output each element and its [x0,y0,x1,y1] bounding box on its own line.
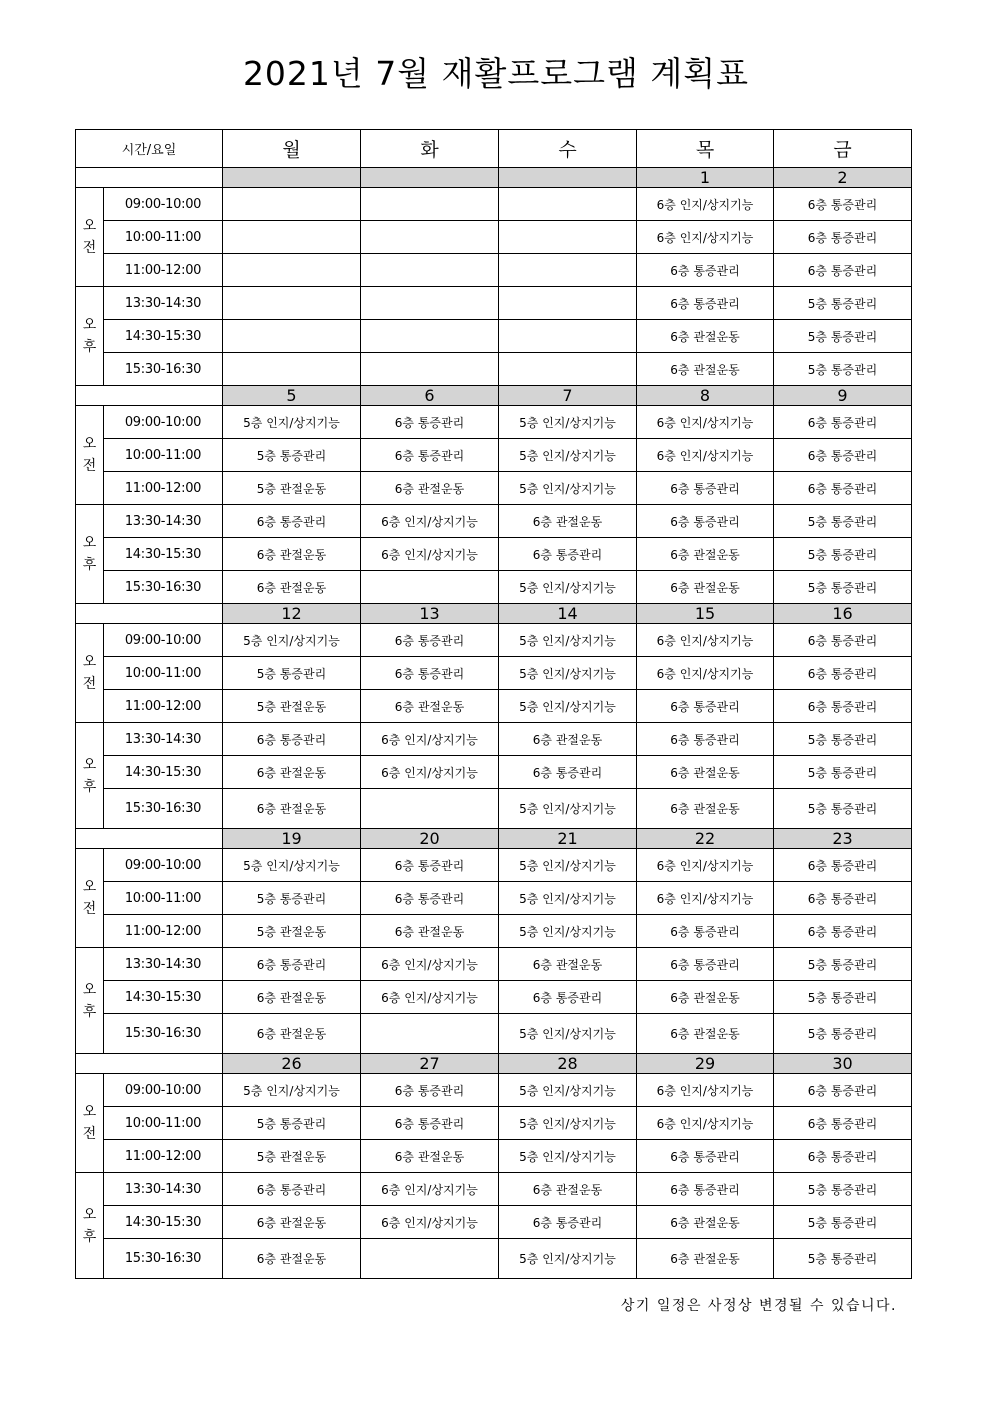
date-cell: 7 [499,386,637,406]
date-row-spacer [76,386,223,406]
program-cell: 5층 통증관리 [774,948,912,981]
program-cell: 6층 통증관리 [499,981,637,1014]
program-cell: 5층 인지/상지기능 [223,849,361,882]
date-row-spacer [76,1054,223,1074]
date-cell: 9 [774,386,912,406]
table-row [76,723,912,756]
date-cell: 19 [223,829,361,849]
program-cell: 6층 통증관리 [774,221,912,254]
program-cell: 6층 인지/상지기능 [361,505,499,538]
program-cell: 6층 통증관리 [223,723,361,756]
program-cell: 6층 인지/상지기능 [637,849,774,882]
program-cell: 5층 관절운동 [223,472,361,505]
program-cell: 5층 통증관리 [774,353,912,386]
date-cell: 8 [637,386,774,406]
period-char: 오 [82,879,97,895]
program-cell: 5층 인지/상지기능 [223,406,361,439]
program-cell: 6층 인지/상지기능 [361,1173,499,1206]
time-slot: 11:00-12:00 [104,1140,223,1173]
time-slot: 09:00-10:00 [104,849,223,882]
header-day: 금 [774,130,912,168]
program-cell: 5층 인지/상지기능 [499,882,637,915]
date-cell: 12 [223,604,361,624]
time-slot: 15:30-16:30 [104,789,223,829]
program-cell: 6층 통증관리 [361,624,499,657]
program-cell: 6층 통증관리 [774,657,912,690]
program-cell: 6층 인지/상지기능 [637,624,774,657]
header-day: 목 [637,130,774,168]
time-slot: 11:00-12:00 [104,690,223,723]
date-cell: 26 [223,1054,361,1074]
table-row [76,756,912,789]
time-slot: 11:00-12:00 [104,915,223,948]
program-cell [223,221,361,254]
schedule-body [76,130,912,1279]
date-cell [223,168,361,188]
program-cell: 6층 인지/상지기능 [637,882,774,915]
program-cell [223,287,361,320]
program-cell: 6층 인지/상지기능 [361,1206,499,1239]
date-row [76,829,912,849]
time-slot: 09:00-10:00 [104,1074,223,1107]
period-label-pm [76,505,104,604]
schedule-table [75,129,912,1279]
period-char: 전 [82,1126,97,1142]
period-label-am [76,406,104,505]
program-cell: 6층 관절운동 [499,948,637,981]
program-cell: 5층 통증관리 [774,756,912,789]
program-cell: 6층 관절운동 [361,1140,499,1173]
date-cell [361,168,499,188]
program-cell: 5층 관절운동 [223,690,361,723]
period-label-pm [76,287,104,386]
table-row [76,1140,912,1173]
date-cell: 28 [499,1054,637,1074]
period-char: 후 [82,339,97,355]
table-row [76,439,912,472]
date-cell: 6 [361,386,499,406]
program-cell: 5층 통증관리 [774,981,912,1014]
date-cell: 1 [637,168,774,188]
date-row [76,604,912,624]
program-cell: 5층 통증관리 [774,1239,912,1279]
program-cell: 6층 통증관리 [637,1173,774,1206]
period-label-am [76,1074,104,1173]
program-cell [361,1014,499,1054]
date-cell: 14 [499,604,637,624]
program-cell: 5층 인지/상지기능 [499,657,637,690]
program-cell: 6층 통증관리 [774,188,912,221]
period-label-pm [76,723,104,829]
period-label-am [76,624,104,723]
program-cell: 6층 인지/상지기능 [637,406,774,439]
program-cell: 6층 인지/상지기능 [637,1107,774,1140]
time-slot: 14:30-15:30 [104,981,223,1014]
date-cell: 15 [637,604,774,624]
program-cell: 6층 통증관리 [774,1107,912,1140]
program-cell: 6층 통증관리 [774,1140,912,1173]
program-cell: 6층 통증관리 [223,505,361,538]
time-slot: 13:30-14:30 [104,1173,223,1206]
table-row [76,849,912,882]
time-slot: 13:30-14:30 [104,948,223,981]
program-cell: 6층 관절운동 [361,690,499,723]
program-cell: 6층 통증관리 [774,406,912,439]
program-cell: 5층 통증관리 [774,505,912,538]
program-cell [499,320,637,353]
period-char: 후 [82,1003,97,1020]
program-cell [361,353,499,386]
program-cell: 6층 관절운동 [637,981,774,1014]
program-cell [361,287,499,320]
program-cell: 5층 인지/상지기능 [499,1140,637,1173]
program-cell: 6층 통증관리 [637,948,774,981]
time-slot: 11:00-12:00 [104,472,223,505]
time-slot: 14:30-15:30 [104,756,223,789]
time-slot: 09:00-10:00 [104,406,223,439]
program-cell [361,320,499,353]
date-cell: 5 [223,386,361,406]
program-cell: 6층 관절운동 [223,571,361,604]
period-char: 오 [82,436,97,452]
program-cell: 5층 인지/상지기능 [499,789,637,829]
program-cell: 6층 통증관리 [223,948,361,981]
table-row [76,287,912,320]
program-cell [499,254,637,287]
date-row-spacer [76,604,223,624]
program-cell: 6층 통증관리 [361,1107,499,1140]
program-cell: 5층 인지/상지기능 [499,571,637,604]
period-char: 전 [82,458,97,474]
header-day: 화 [361,130,499,168]
program-cell: 6층 통증관리 [774,439,912,472]
program-cell: 5층 통증관리 [774,287,912,320]
program-cell: 6층 인지/상지기능 [637,1074,774,1107]
period-char: 후 [82,557,97,573]
time-slot: 14:30-15:30 [104,538,223,571]
program-cell: 6층 인지/상지기능 [637,657,774,690]
table-row [76,505,912,538]
program-cell [223,188,361,221]
header-corner: 시간/요일 [76,130,223,168]
program-cell: 5층 통증관리 [223,1107,361,1140]
program-cell: 5층 통증관리 [774,789,912,829]
program-cell [499,353,637,386]
program-cell [223,320,361,353]
program-cell: 6층 관절운동 [223,538,361,571]
date-row [76,1054,912,1074]
time-slot: 14:30-15:30 [104,320,223,353]
program-cell: 6층 통증관리 [223,1173,361,1206]
time-slot: 13:30-14:30 [104,287,223,320]
program-cell: 5층 인지/상지기능 [499,439,637,472]
program-cell: 5층 인지/상지기능 [499,1107,637,1140]
table-row [76,472,912,505]
program-cell: 6층 통증관리 [499,1206,637,1239]
program-cell: 6층 인지/상지기능 [361,756,499,789]
program-cell: 6층 관절운동 [637,1239,774,1279]
program-cell: 6층 통증관리 [361,882,499,915]
program-cell: 6층 통증관리 [774,690,912,723]
program-cell: 6층 관절운동 [637,571,774,604]
program-cell: 6층 관절운동 [637,353,774,386]
program-cell: 5층 인지/상지기능 [499,406,637,439]
table-row [76,320,912,353]
period-char: 전 [82,676,97,692]
table-row [76,1239,912,1279]
program-cell: 6층 관절운동 [223,1014,361,1054]
program-cell: 6층 통증관리 [499,538,637,571]
period-char: 오 [82,756,97,773]
table-row [76,882,912,915]
program-cell [361,1239,499,1279]
time-slot: 14:30-15:30 [104,1206,223,1239]
program-cell: 6층 통증관리 [774,472,912,505]
date-cell [499,168,637,188]
table-row [76,571,912,604]
program-cell: 6층 통증관리 [774,624,912,657]
program-cell: 6층 인지/상지기능 [637,188,774,221]
program-cell [223,353,361,386]
date-cell: 23 [774,829,912,849]
date-cell: 29 [637,1054,774,1074]
period-char: 오 [82,1206,97,1223]
program-cell: 6층 관절운동 [361,915,499,948]
period-char: 오 [82,981,97,998]
time-slot: 13:30-14:30 [104,723,223,756]
period-char: 오 [82,535,97,551]
program-cell: 5층 통증관리 [223,657,361,690]
period-char: 오 [82,1104,97,1120]
period-char: 전 [82,901,97,917]
program-cell [361,254,499,287]
program-cell: 6층 관절운동 [223,981,361,1014]
period-char: 전 [82,240,97,256]
table-row [76,948,912,981]
program-cell: 6층 관절운동 [223,789,361,829]
program-cell: 6층 통증관리 [361,439,499,472]
program-cell: 6층 인지/상지기능 [361,948,499,981]
date-row-spacer [76,168,223,188]
program-cell: 6층 통증관리 [637,287,774,320]
time-slot: 10:00-11:00 [104,657,223,690]
program-cell: 6층 관절운동 [637,320,774,353]
program-cell: 6층 관절운동 [637,538,774,571]
program-cell: 5층 인지/상지기능 [499,1239,637,1279]
header-row [76,130,912,168]
time-slot: 10:00-11:00 [104,221,223,254]
program-cell: 6층 통증관리 [774,1074,912,1107]
table-row [76,981,912,1014]
program-cell: 6층 통증관리 [361,1074,499,1107]
program-cell: 6층 통증관리 [774,882,912,915]
program-cell: 5층 통증관리 [774,1206,912,1239]
page-title: 2021년 7월 재활프로그램 계획표 [242,54,750,93]
program-cell: 6층 통증관리 [774,849,912,882]
program-cell: 6층 관절운동 [499,723,637,756]
program-cell [361,789,499,829]
time-slot: 15:30-16:30 [104,353,223,386]
program-cell: 5층 인지/상지기능 [499,1074,637,1107]
table-row [76,1074,912,1107]
program-cell: 6층 관절운동 [637,756,774,789]
program-cell: 5층 인지/상지기능 [499,1014,637,1054]
program-cell: 5층 인지/상지기능 [499,849,637,882]
program-cell [361,188,499,221]
program-cell: 5층 관절운동 [223,1140,361,1173]
program-cell [499,287,637,320]
table-row [76,789,912,829]
table-row [76,1206,912,1239]
date-cell: 30 [774,1054,912,1074]
date-cell: 2 [774,168,912,188]
table-row [76,624,912,657]
program-cell [223,254,361,287]
table-row [76,188,912,221]
program-cell: 6층 통증관리 [637,254,774,287]
time-slot: 10:00-11:00 [104,1107,223,1140]
date-cell: 13 [361,604,499,624]
program-cell: 5층 인지/상지기능 [499,915,637,948]
period-label-pm [76,1173,104,1279]
program-cell: 6층 인지/상지기능 [361,981,499,1014]
time-slot: 10:00-11:00 [104,882,223,915]
program-cell: 5층 인지/상지기능 [499,690,637,723]
period-char: 오 [82,654,97,670]
period-label-am [76,849,104,948]
period-char: 오 [82,317,97,333]
program-cell [361,571,499,604]
program-cell: 5층 관절운동 [223,915,361,948]
period-char: 후 [82,778,97,795]
date-cell: 22 [637,829,774,849]
program-cell: 6층 관절운동 [637,1206,774,1239]
program-cell: 5층 인지/상지기능 [223,624,361,657]
time-slot: 15:30-16:30 [104,1239,223,1279]
time-slot: 09:00-10:00 [104,188,223,221]
program-cell: 5층 통증관리 [774,320,912,353]
program-cell: 6층 통증관리 [637,505,774,538]
period-char: 후 [82,1228,97,1245]
table-row [76,657,912,690]
program-cell: 5층 통증관리 [774,723,912,756]
program-cell: 5층 통증관리 [223,882,361,915]
date-cell: 27 [361,1054,499,1074]
date-row-spacer [76,829,223,849]
program-cell: 6층 통증관리 [637,723,774,756]
program-cell: 5층 통증관리 [774,571,912,604]
table-row [76,353,912,386]
program-cell: 5층 통증관리 [774,538,912,571]
program-cell: 6층 통증관리 [499,756,637,789]
table-row [76,538,912,571]
program-cell: 6층 관절운동 [637,789,774,829]
time-slot: 11:00-12:00 [104,254,223,287]
program-cell: 6층 통증관리 [637,690,774,723]
footer-note: 상기 일정은 사정상 변경될 수 있습니다. [620,1298,897,1314]
program-cell: 6층 통증관리 [774,254,912,287]
time-slot: 15:30-16:30 [104,1014,223,1054]
table-row [76,1173,912,1206]
date-cell: 20 [361,829,499,849]
date-cell: 21 [499,829,637,849]
program-cell: 6층 관절운동 [223,756,361,789]
program-cell: 6층 관절운동 [223,1206,361,1239]
program-cell: 5층 인지/상지기능 [499,472,637,505]
program-cell: 5층 통증관리 [223,439,361,472]
program-cell: 6층 관절운동 [637,1014,774,1054]
program-cell: 6층 통증관리 [637,915,774,948]
header-day: 수 [499,130,637,168]
date-cell: 16 [774,604,912,624]
table-row [76,690,912,723]
period-label-pm [76,948,104,1054]
time-slot: 10:00-11:00 [104,439,223,472]
table-row [76,221,912,254]
table-row [76,1107,912,1140]
program-cell: 6층 관절운동 [499,1173,637,1206]
program-cell: 6층 인지/상지기능 [637,439,774,472]
program-cell: 6층 통증관리 [361,657,499,690]
program-cell: 6층 관절운동 [361,472,499,505]
time-slot: 15:30-16:30 [104,571,223,604]
program-cell: 5층 인지/상지기능 [223,1074,361,1107]
program-cell: 6층 인지/상지기능 [361,538,499,571]
time-slot: 13:30-14:30 [104,505,223,538]
period-char: 오 [82,218,97,234]
table-row [76,406,912,439]
table-row [76,1014,912,1054]
program-cell: 6층 통증관리 [774,915,912,948]
date-row [76,386,912,406]
date-row [76,168,912,188]
program-cell: 6층 관절운동 [223,1239,361,1279]
program-cell: 6층 통증관리 [637,1140,774,1173]
program-cell [499,188,637,221]
table-row [76,254,912,287]
program-cell: 6층 통증관리 [637,472,774,505]
header-day: 월 [223,130,361,168]
program-cell: 6층 인지/상지기능 [361,723,499,756]
period-label-am [76,188,104,287]
program-cell [499,221,637,254]
program-cell: 5층 통증관리 [774,1173,912,1206]
program-cell: 6층 통증관리 [361,406,499,439]
program-cell: 6층 인지/상지기능 [637,221,774,254]
program-cell: 6층 통증관리 [361,849,499,882]
program-cell: 5층 인지/상지기능 [499,624,637,657]
table-row [76,915,912,948]
program-cell: 6층 관절운동 [499,505,637,538]
time-slot: 09:00-10:00 [104,624,223,657]
program-cell [361,221,499,254]
program-cell: 5층 통증관리 [774,1014,912,1054]
